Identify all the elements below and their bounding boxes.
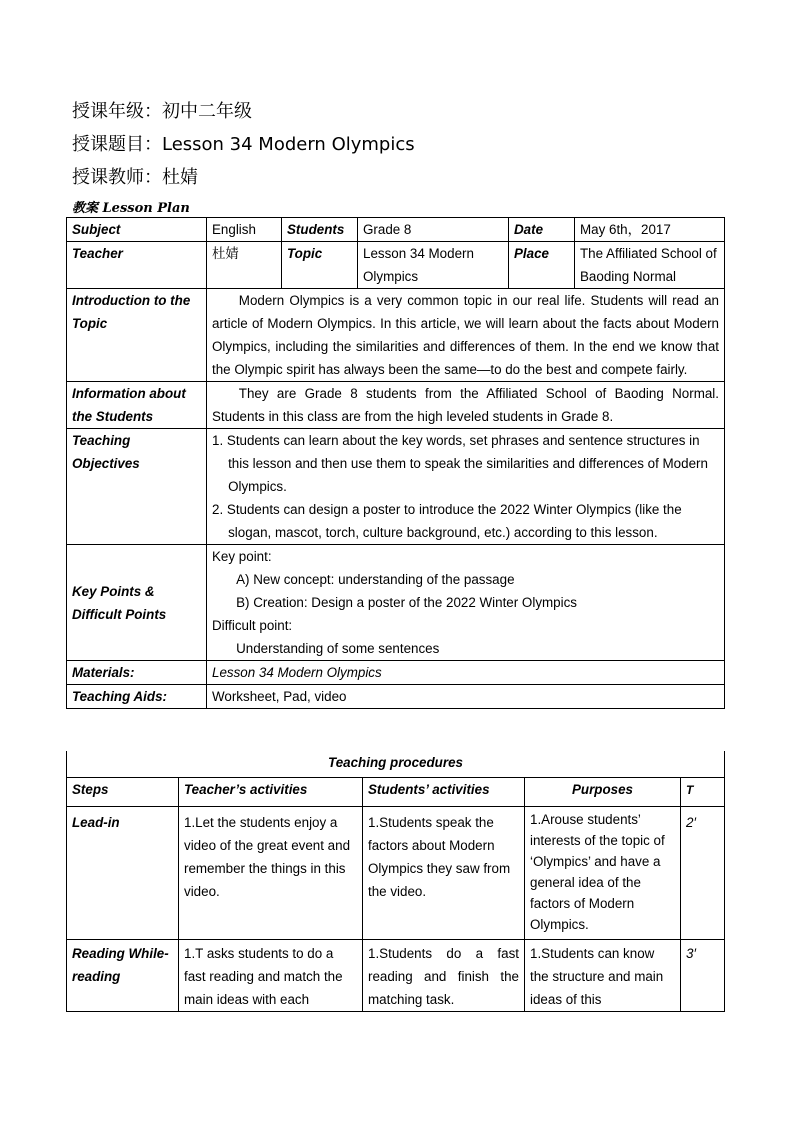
intro-row [67, 289, 725, 382]
place-value: The Affiliated School of Baoding Normal [575, 242, 725, 289]
date-label: Date [509, 218, 575, 242]
procedures-title: Teaching procedures [67, 751, 725, 778]
teacher-label: Teacher [67, 242, 207, 289]
grade-line: 授课年级：初中二年级 [72, 101, 252, 122]
topic-line: 授课题目：Lesson 34 Modern Olympics [72, 134, 415, 155]
step-cell: Lead-in [67, 807, 179, 940]
teacher-value: 杜婧 [207, 242, 282, 289]
difficult-point-a: Understanding of some sentences [236, 641, 440, 656]
student-activity: 1.Students do a fast reading and finish the matching task. [363, 940, 525, 1012]
materials-row [67, 661, 725, 685]
key-points-row [67, 545, 725, 661]
col-steps: Steps [67, 778, 179, 807]
key-point-b: B) Creation: Design a poster of the 2022 Winter Olympics [236, 595, 577, 610]
col-teacher: Teacher’s activities [179, 778, 363, 807]
col-time [681, 778, 725, 807]
time-cell: 3′ [681, 940, 725, 1012]
students-info-row [67, 382, 725, 429]
objectives-label: Teaching Objectives [67, 429, 207, 545]
objectives-row [67, 429, 725, 545]
students-value: Grade 8 [358, 218, 509, 242]
info-row-subject [67, 218, 725, 242]
key-points-label: Key Points & Difficult Points [67, 545, 207, 661]
teacher-activity: 1.T asks students to do a fast reading and match the main ideas with each [179, 940, 363, 1012]
subject-value: English [207, 218, 282, 242]
aids-value: Worksheet, Pad, video [207, 685, 725, 709]
key-point-a: A) New concept: understanding of the passage [236, 572, 515, 587]
time-cell: 2′ [681, 807, 725, 940]
procedure-row [67, 940, 725, 1012]
intro-text: Modern Olympics is a very common topic in our real life. Students will read an article of Modern Olympics. In this article, we will learn about the facts about Modern Olympics, including the similarities and differences of them. In the end we know that the Olympic spirit has always been the same—to do the best and compete fairly. [207, 289, 725, 382]
key-point-heading: Key point: [212, 549, 272, 564]
purpose-cell: 1.Arouse students’ interests of the topic of ‘Olympics’ and have a general idea of the factors of Modern Olympics. [525, 807, 681, 940]
difficult-point-heading: Difficult point: [212, 618, 293, 633]
student-activity: 1.Students speak the factors about Modern Olympics they saw from the video. [363, 807, 525, 940]
materials-value: Lesson 34 Modern Olympics [207, 661, 725, 685]
objective-item: 1. Students can learn about the key words, set phrases and sentence structures in this lesson and then use them to speak the similarities and differences of Modern Olympics. [212, 433, 708, 494]
col-students: Students’ activities [363, 778, 525, 807]
topic-label: Topic [282, 242, 358, 289]
purpose-cell: 1.Students can know the structure and main ideas of this [525, 940, 681, 1012]
procedure-row [67, 807, 725, 940]
date-value: May 6th，2017 [575, 218, 725, 242]
students-label: Students [282, 218, 358, 242]
objective-item: 2. Students can design a poster to introduce the 2022 Winter Olympics (like the slogan, mascot, torch, culture background, etc.) according to this lesson. [212, 502, 682, 540]
topic-value: Lesson 34 Modern Olympics [358, 242, 509, 289]
aids-label: Teaching Aids: [67, 685, 207, 709]
aids-row [67, 685, 725, 709]
place-label: Place [509, 242, 575, 289]
students-info-label: Information about the Students [67, 382, 207, 429]
objectives-cell [207, 429, 725, 545]
students-info-text: They are Grade 8 students from the Affiliated School of Baoding Normal. Students in this class are from the high leveled students in Grade 8. [207, 382, 725, 429]
teacher-line: 授课教师：杜婧 [72, 167, 198, 188]
lesson-plan-table [66, 217, 725, 709]
subject-label: Subject [67, 218, 207, 242]
materials-label: Materials: [67, 661, 207, 685]
info-row-teacher [67, 242, 725, 289]
col-time-label: T [686, 783, 694, 797]
teacher-activity: 1.Let the students enjoy a video of the great event and remember the things in this video. [179, 807, 363, 940]
step-cell: Reading While-reading [67, 940, 179, 1012]
col-purposes: Purposes [525, 778, 681, 807]
procedures-title-row [67, 751, 725, 778]
lesson-plan-title: 教案 Lesson Plan [72, 201, 190, 216]
key-points-cell [207, 545, 725, 661]
procedures-table [66, 751, 725, 1012]
intro-label: Introduction to the Topic [67, 289, 207, 382]
procedures-header-row [67, 778, 725, 807]
